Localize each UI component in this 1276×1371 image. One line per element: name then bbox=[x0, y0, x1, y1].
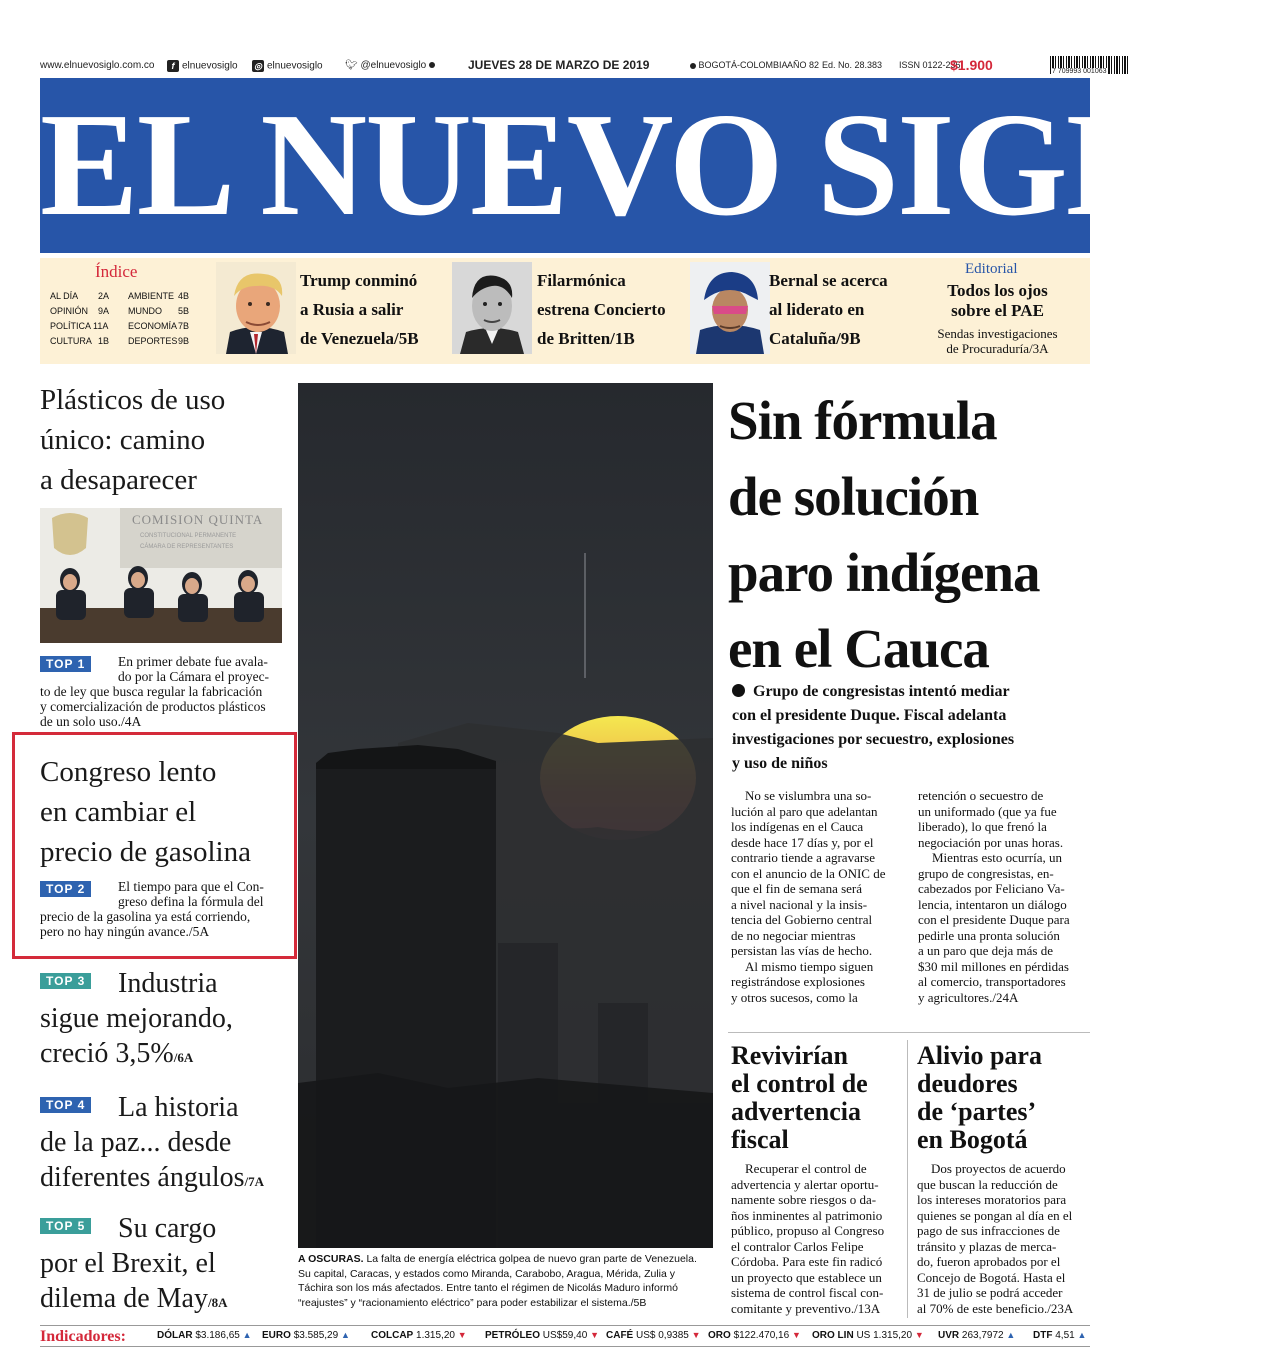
peace-history-headline[interactable]: La historia de la paz... desde diferentes ángulos/7A bbox=[40, 1092, 264, 1193]
index-page: 7B bbox=[178, 321, 190, 331]
indicator-euro[interactable]: EURO $3.585,29 ▲ bbox=[262, 1330, 350, 1341]
editorial-label: Editorial bbox=[965, 261, 1018, 277]
trend-down-icon: ▼ bbox=[457, 1330, 467, 1340]
top2-blurb-first: El tiempo para que el Con- greso defina la fórmula del bbox=[118, 879, 264, 909]
teaser-bernal[interactable]: Bernal se acerca al liderato en Cataluña/9B bbox=[769, 271, 888, 348]
teaser-strip bbox=[40, 258, 1090, 364]
instagram-handle[interactable]: ◎ elnuevosiglo bbox=[252, 60, 323, 72]
top1-blurb-rest: to de ley que busca regular la fabricación y comercialización de productos plásticos de un solo uso./4A bbox=[40, 684, 266, 729]
plastics-headline[interactable]: Plásticos de uso único: camino a desaparecer bbox=[40, 384, 226, 496]
index-item[interactable]: AMBIENTE bbox=[128, 291, 175, 301]
commission-sign-line: CONSTITUCIONAL PERMANENTE bbox=[140, 533, 237, 539]
index-page: 9B bbox=[178, 336, 190, 346]
top2-badge-wrap bbox=[40, 880, 91, 898]
trend-up-icon: ▲ bbox=[1077, 1330, 1087, 1340]
facebook-icon: f bbox=[167, 60, 179, 72]
index-page: 2A bbox=[98, 291, 110, 301]
top2-badge: TOP 2 bbox=[40, 881, 91, 897]
indicators-label: Indicadores: bbox=[40, 1328, 126, 1345]
index-page: 1B bbox=[98, 336, 110, 346]
debtors-relief-body: Dos proyectos de acuerdo que buscan la reducción de los intereses moratorios para quienes se pongan al día en el pago de sus infracciones de tránsito y plazas de merca- do, fueron aprobados por el Concejo de Bogotá. Hasta el 31 de julio se podrá acceder al 70% de este beneficio./23A bbox=[917, 1161, 1074, 1316]
fiscal-control-headline[interactable]: Revivirían el control de advertencia fiscal bbox=[731, 1041, 868, 1154]
edition-number: Ed. No. 28.383 bbox=[822, 60, 883, 70]
trend-up-icon: ▲ bbox=[1006, 1330, 1016, 1340]
trend-up-icon: ▲ bbox=[242, 1330, 252, 1340]
top3-page: /6A bbox=[173, 1050, 194, 1065]
trend-down-icon: ▼ bbox=[791, 1330, 801, 1340]
top1-badge: TOP 1 bbox=[40, 656, 91, 672]
trend-down-icon: ▼ bbox=[691, 1330, 701, 1340]
congress-commission-photo[interactable] bbox=[40, 508, 282, 643]
masthead bbox=[40, 78, 1276, 253]
facebook-handle[interactable]: f elnuevosiglo bbox=[167, 60, 238, 72]
teaser-trump[interactable]: Trump conminó a Rusia a salir de Venezuela/5B bbox=[300, 271, 419, 348]
index-item[interactable]: DEPORTES bbox=[128, 336, 178, 346]
teaser-britten[interactable]: Filarmónica estrena Concierto de Britten/1B bbox=[537, 271, 666, 348]
editorial-title[interactable]: Todos los ojos sobre el PAE bbox=[947, 281, 1048, 320]
top5-badge: TOP 5 bbox=[40, 1218, 91, 1234]
top-info-bar bbox=[40, 56, 1107, 76]
indicator-petroleo[interactable]: PETRÓLEO US$59,40 ▼ bbox=[485, 1330, 599, 1341]
top1-blurb-first: En primer debate fue avala- do por la Cámara el proyec- bbox=[118, 654, 270, 684]
barcode bbox=[1050, 56, 1130, 74]
issn: ISSN 0122-235 bbox=[899, 60, 961, 70]
barcode-number: 7 709993 001063 bbox=[1052, 68, 1107, 75]
index-item[interactable]: OPINIÓN bbox=[50, 306, 89, 316]
index-item[interactable]: POLÍTICA bbox=[50, 321, 92, 331]
top4-badge: TOP 4 bbox=[40, 1097, 91, 1113]
caption-label: A OSCURAS. bbox=[298, 1253, 364, 1265]
fiscal-control-body: Recuperar el control de advertencia y alertar oportu- namente sobre riesgos o da- ños inminentes al patrimonio público, propuso al Congreso el contralor Carlos Felipe Córdoba. Para este fin radicó un proyecto que establece un sistema de control fiscal con- comitante y preventivo./13A bbox=[731, 1161, 885, 1316]
twitter-icon: 🐦︎ bbox=[345, 60, 361, 71]
column-divider bbox=[907, 1040, 908, 1318]
indicator-cafe[interactable]: CAFÉ US$ 0,9385 ▼ bbox=[606, 1330, 701, 1341]
bernal-photo[interactable] bbox=[690, 262, 770, 354]
main-body-col1: No se vislumbra una so- lución al paro que adelantan los indígenas en el Cauca desde hace 17 días y, por el contrario tiende a agravarse con el anuncio de la ONIC de que el fin de semana será a nivel nacional y la insis- tencia del Gobierno central de no negociar mientras persistan las vías de hecho. Al mismo tiempo siguen registrándose explosiones y otros sucesos, como la bbox=[731, 788, 886, 1005]
index-title: Índice bbox=[95, 262, 138, 281]
main-headline[interactable]: Sin fórmula de solución paro indígena en el Cauca bbox=[728, 390, 1040, 679]
index-page: 11A bbox=[93, 321, 109, 331]
trend-down-icon: ▼ bbox=[590, 1330, 599, 1340]
indicator-uvr[interactable]: UVR 263,7972 ▲ bbox=[938, 1330, 1016, 1341]
website-link[interactable]: www.elnuevosiglo.com.co bbox=[40, 60, 155, 71]
main-subheadline: Grupo de congresistas intentó mediar con el presidente Duque. Fiscal adelanta investigaciones por secuestro, explosiones y uso de niños bbox=[732, 683, 1015, 772]
index-item[interactable]: ECONOMÍA bbox=[128, 321, 178, 331]
location: BOGOTÁ-COLOMBIA bbox=[690, 60, 788, 70]
top2-blurb-rest: precio de la gasolina ya está corriendo, pero no hay ningún avance./5A bbox=[40, 909, 251, 939]
trump-photo[interactable] bbox=[216, 262, 296, 354]
photo-caption: A OSCURAS. La falta de energía eléctrica golpea de nuevo gran parte de Venezuela. Su capital, Caracas, y estados como Miranda, Carabobo, Aragua, Mérida, Zulia y Táchira son los más afectados. Entre tanto el régimen de Nicolás Maduro informó “reajustes” y “racionamiento eléctrico” para poder estabilizar el sistema./5B bbox=[298, 1253, 697, 1309]
indicator-oro-lin[interactable]: ORO LIN US 1.315,20 ▼ bbox=[812, 1330, 924, 1341]
section-divider bbox=[728, 1032, 1090, 1033]
bullet-icon bbox=[732, 684, 745, 697]
top5-page: /8A bbox=[207, 1295, 228, 1310]
gasoline-headline[interactable]: Congreso lento en cambiar el precio de gasolina bbox=[40, 756, 251, 868]
index-page: 5B bbox=[178, 306, 190, 316]
debtors-relief-headline[interactable]: Alivio para deudores de ‘partes’ en Bogotá bbox=[917, 1041, 1042, 1154]
indicators-bar bbox=[40, 1325, 1090, 1347]
index-item[interactable]: AL DÍA bbox=[50, 291, 79, 301]
brexit-headline[interactable]: Su cargo por el Brexit, el dilema de May/8A bbox=[40, 1213, 228, 1314]
commission-sign: COMISION QUINTA bbox=[132, 512, 264, 527]
top1-badge-wrap bbox=[40, 655, 91, 673]
index-item[interactable]: CULTURA bbox=[50, 336, 92, 346]
top3-badge: TOP 3 bbox=[40, 973, 91, 989]
indicator-dtf[interactable]: DTF 4,51 ▲ bbox=[1033, 1330, 1087, 1341]
price: $1.900 bbox=[950, 57, 993, 73]
commission-sign-line: CÁMARA DE REPRESENTANTES bbox=[140, 544, 234, 550]
separator-dot bbox=[690, 63, 696, 69]
main-body-col2: retención o secuestro de un uniformado (que ya fue liberado), lo que frenó la negociación por unas horas. Mientras esto ocurría, un grupo de congresistas, en- cabezados por Feliciano Va- lencia, intentaron un diálogo con el presidente Duque para pedirle una pronta solución a un paro que deja más de $30 mil millones en pérdidas al comercio, transportadores y agricultores./24A bbox=[918, 788, 1070, 1005]
top4-page: /7A bbox=[244, 1174, 264, 1189]
britten-photo[interactable] bbox=[452, 262, 532, 354]
issue-date: JUEVES 28 DE MARZO DE 2019 bbox=[468, 58, 650, 72]
index-page: 4B bbox=[178, 291, 190, 301]
industry-headline[interactable]: Industria sigue mejorando, creció 3,5%/6A bbox=[40, 968, 233, 1069]
index-item[interactable]: MUNDO bbox=[128, 306, 162, 316]
newspaper-title: EL NUEVO SIGLO bbox=[40, 83, 1276, 247]
index-page: 9A bbox=[98, 306, 110, 316]
instagram-icon: ◎ bbox=[252, 60, 264, 72]
indicator-dolar[interactable]: DÓLAR $3.186,65 ▲ bbox=[157, 1330, 252, 1341]
twitter-handle[interactable]: 🐦︎ @elnuevosiglo bbox=[345, 60, 435, 71]
year: AÑO 82 bbox=[787, 60, 820, 70]
indicator-oro[interactable]: ORO $122.470,16 ▼ bbox=[708, 1330, 801, 1341]
index-box bbox=[40, 258, 200, 364]
separator-dot bbox=[429, 62, 435, 68]
trend-up-icon: ▲ bbox=[340, 1330, 350, 1340]
trend-down-icon: ▼ bbox=[914, 1330, 924, 1340]
editorial-subtitle: Sendas investigaciones de Procuraduría/3A bbox=[937, 326, 1058, 356]
caracas-sunset-photo[interactable] bbox=[298, 383, 713, 1248]
indicator-colcap[interactable]: COLCAP 1.315,20 ▼ bbox=[371, 1330, 467, 1341]
